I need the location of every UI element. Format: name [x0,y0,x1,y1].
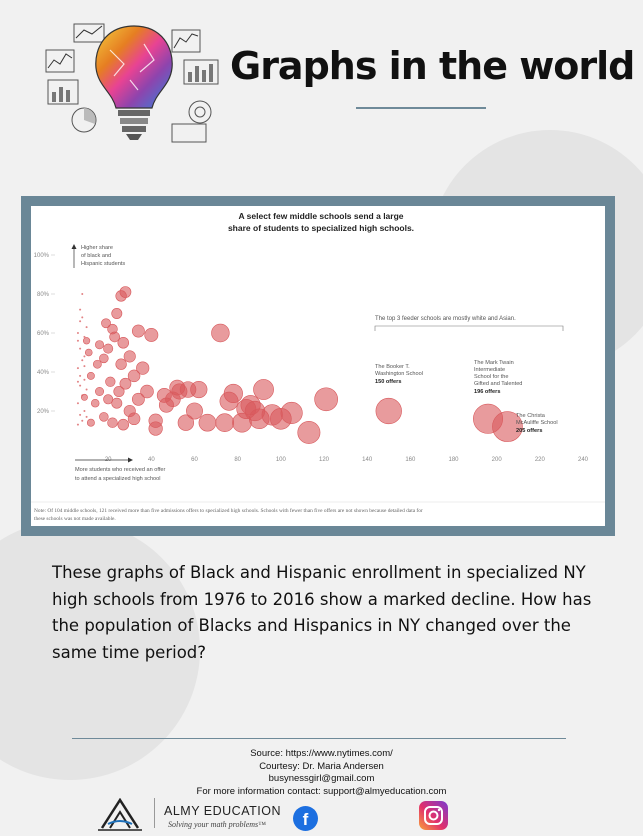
x-tick-label: 120 [318,457,330,463]
footer-email: busynessgirl@gmail.com [268,773,375,784]
school-point-small [86,416,88,418]
footer-courtesy: Courtesy: Dr. Maria Andersen [259,760,384,772]
school-bubble [85,349,92,356]
school-bubble [191,381,208,398]
school-bubble [245,401,265,421]
x-note-line-1: More students who received an offer [75,467,166,473]
school-point-small [81,420,83,422]
annotation-mcauliffe-line-2: McAuliffe School [516,420,558,426]
school-point-small [77,402,79,404]
school-point-small [81,316,83,318]
group-note: The top 3 feeder schools are mostly white and Asian. [375,316,516,322]
x-tick-label: 40 [147,457,155,463]
brand-name: ALMY EDUCATION [164,804,281,818]
school-point-small [79,348,81,350]
x-tick-label: 180 [448,457,459,463]
school-bubble [149,414,163,428]
school-point-small [86,326,88,328]
facebook-icon[interactable]: f [293,806,318,831]
school-bubble [178,415,194,431]
school-bubble [298,421,320,443]
group-bracket [375,326,563,331]
title-underline [356,107,486,109]
school-bubble [87,419,94,426]
school-bubble [108,418,118,428]
school-bubble [220,392,238,410]
caption-question: These graphs of Black and Hispanic enrollment in specialized NY high schools from 1976 to 2016 show a marked decline. How has the population of Blacks and Hispanics in NY changed over the same time period? [52,563,592,662]
brand-tagline: Solving your math problems™ [168,820,266,829]
school-bubble [216,414,234,432]
school-bubble [114,386,125,397]
chart-title-line-2: share of students to specialized high schools. [227,223,415,233]
school-bubble [91,399,99,407]
footer-contact: For more information contact: support@almyeducation.com [196,785,447,797]
school-bubble [159,398,173,412]
school-bubble [315,388,338,411]
scatter-chart [31,206,605,526]
annotation-twain-line-1: The Mark Twain [474,360,514,366]
school-bubble [145,328,158,341]
school-point-small [79,375,81,377]
school-bubble [116,291,127,302]
x-tick-label: 140 [362,457,373,463]
school-point-small [77,381,79,383]
school-bubble [81,394,87,400]
school-point-small [81,359,83,361]
y-tick-label: 100% [33,253,49,259]
school-bubble [141,385,154,398]
school-bubble [132,325,144,337]
school-bubble [112,398,122,408]
school-point-small [77,424,79,426]
school-point-small [86,389,88,391]
school-bubble [128,413,140,425]
school-bubble [95,387,103,395]
almy-logo-icon [98,798,142,832]
annotation-twain-value: 196 offers [474,389,501,395]
school-bubble [376,398,402,424]
annotation-mcauliffe-value: 205 offers [516,428,543,434]
chart-panel [31,206,605,526]
annotation-mcauliffe-line-1: The Christa [516,413,545,419]
school-point-small [83,365,85,367]
school-point-small [83,379,85,381]
footnote-line-1: Note: Of 104 middle schools, 121 received more than five admissions offers to specialized high schools. Schools with fewer than five offers are not shown because detailed data for [34,508,423,514]
school-bubble [124,351,136,363]
x-note-line-2: to attend a specialized high school [75,476,161,482]
school-point-small [79,385,81,387]
school-bubble [95,341,103,349]
brand-block[interactable] [98,796,288,832]
x-tick-label: 240 [577,457,589,463]
school-bubble [106,377,116,387]
school-bubble [110,332,120,342]
y-tick-label: 40% [36,370,49,376]
y-arrow-head [72,244,77,249]
annotation-booker-value: 150 offers [375,379,402,385]
page-title: Graphs in the world [230,44,635,88]
x-tick-label: 100 [275,457,286,463]
footer-divider [72,738,566,739]
school-bubble [103,344,112,353]
school-point-small [83,410,85,412]
school-bubble [116,359,127,370]
annotation-booker-line-2: Washington School [375,371,423,377]
school-bubble [101,319,110,328]
x-tick-label: 160 [405,457,416,463]
lightbulb-collage-icon [44,20,224,148]
school-bubble [199,414,216,431]
annotation-twain-line-4: Gifted and Talented [474,381,523,387]
chart-frame [21,196,615,536]
y-note-line-1: Higher share [81,245,114,251]
x-tick-label: 200 [491,457,502,463]
y-tick-label: 20% [36,409,49,415]
school-point-small [77,340,79,342]
x-arrow-head [128,458,133,463]
annotation-twain-line-2: Intermediate [474,367,506,373]
school-bubble [253,379,273,399]
chart-title-line-1: A select few middle schools send a large [238,211,404,221]
x-tick-label: 80 [234,457,242,463]
school-point-small [83,355,85,357]
school-point-small [79,309,81,311]
school-bubble [99,412,108,421]
annotation-twain-line-3: School for the [474,374,509,380]
school-bubble [87,372,94,379]
school-point-small [81,293,83,295]
footer-credits [0,748,643,798]
header [0,0,643,150]
x-tick-label: 220 [534,457,545,463]
footer-source: Source: https://www.nytimes.com/ [250,748,393,759]
instagram-icon[interactable] [419,801,448,830]
y-note-line-2: of black and [81,253,112,259]
school-point-small [77,367,79,369]
y-tick-label: 80% [36,292,49,298]
school-point-small [79,320,81,322]
school-bubble [118,419,129,430]
footnote-line-2: these schools was not made available. [34,516,116,522]
school-bubble [83,337,90,344]
annotation-booker-line-1: The Booker T. [375,364,410,370]
school-bubble [93,360,101,368]
school-bubble [211,324,229,342]
school-bubble [112,308,122,318]
x-tick-label: 20 [104,457,112,463]
x-tick-label: 60 [191,457,198,463]
school-point-small [79,414,81,416]
school-point-small [77,332,79,334]
brand-divider [154,798,155,828]
y-note-line-3: Hispanic students [81,261,126,267]
y-tick-label: 60% [36,331,49,337]
